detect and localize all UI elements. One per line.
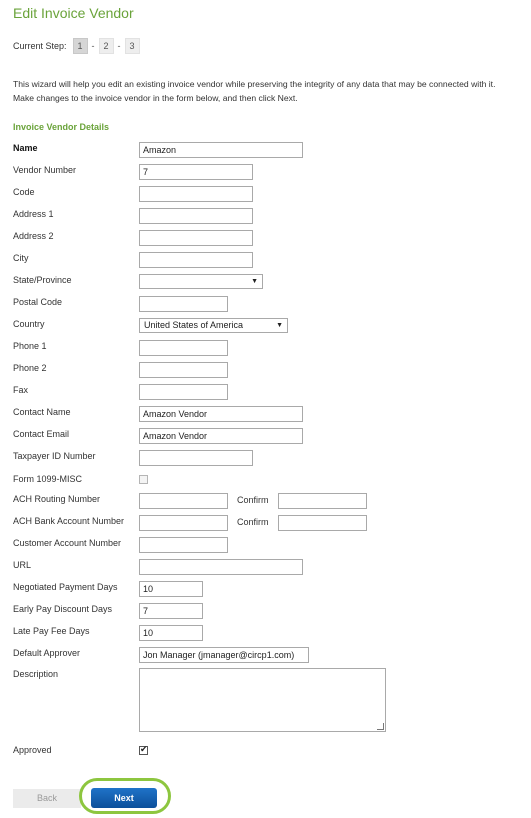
vendor-number-label: Vendor Number: [13, 165, 77, 175]
phone2-input[interactable]: [139, 362, 228, 378]
state-label: State/Province: [13, 275, 72, 285]
contact-name-input[interactable]: Amazon Vendor: [139, 406, 303, 422]
city-label: City: [13, 253, 29, 263]
step-2: 2: [99, 38, 114, 54]
ach-routing-confirm-input[interactable]: [278, 493, 367, 509]
ach-account-confirm-label: Confirm: [237, 517, 269, 527]
page-title: Edit Invoice Vendor: [13, 5, 134, 21]
step-indicator: [13, 38, 140, 54]
fax-input[interactable]: [139, 384, 228, 400]
section-title: Invoice Vendor Details: [13, 122, 110, 132]
vendor-number-input[interactable]: 7: [139, 164, 253, 180]
late-pay-days-label: Late Pay Fee Days: [13, 626, 90, 636]
current-step-label: Current Step:: [13, 41, 67, 51]
chevron-down-icon: ▼: [276, 322, 283, 329]
country-select[interactable]: [139, 318, 288, 333]
late-pay-days-input[interactable]: 10: [139, 625, 203, 641]
back-button[interactable]: Back: [13, 789, 81, 808]
ach-account-input[interactable]: [139, 515, 228, 531]
phone1-label: Phone 1: [13, 341, 47, 351]
ach-routing-label: ACH Routing Number: [13, 494, 101, 504]
url-label: URL: [13, 560, 32, 570]
step-separator: -: [91, 41, 95, 51]
address1-label: Address 1: [13, 209, 54, 219]
approved-label: Approved: [13, 745, 52, 755]
step-1: 1: [73, 38, 88, 54]
address2-input[interactable]: [139, 230, 253, 246]
early-pay-days-label: Early Pay Discount Days: [13, 604, 113, 614]
contact-email-input[interactable]: Amazon Vendor: [139, 428, 303, 444]
taxpayer-id-label: Taxpayer ID Number: [13, 451, 96, 461]
url-input[interactable]: [139, 559, 303, 575]
taxpayer-id-input[interactable]: [139, 450, 253, 466]
contact-email-label: Contact Email: [13, 429, 70, 439]
postal-code-label: Postal Code: [13, 297, 63, 307]
step-separator: -: [117, 41, 121, 51]
contact-name-label: Contact Name: [13, 407, 71, 417]
negotiated-days-label: Negotiated Payment Days: [13, 582, 118, 592]
code-input[interactable]: [139, 186, 253, 202]
customer-account-label: Customer Account Number: [13, 538, 122, 548]
address1-input[interactable]: [139, 208, 253, 224]
ach-routing-confirm-label: Confirm: [237, 495, 269, 505]
phone2-label: Phone 2: [13, 363, 47, 373]
phone1-input[interactable]: [139, 340, 228, 356]
postal-code-input[interactable]: [139, 296, 228, 312]
ach-account-confirm-input[interactable]: [278, 515, 367, 531]
description-textarea[interactable]: [139, 668, 386, 732]
negotiated-days-input[interactable]: 10: [139, 581, 203, 597]
city-input[interactable]: [139, 252, 253, 268]
ach-account-label: ACH Bank Account Number: [13, 516, 125, 526]
intro-line-1: This wizard will help you edit an existing invoice vendor while preserving the integrity of any data that may be connected with it.: [13, 79, 496, 89]
state-select[interactable]: [139, 274, 263, 289]
form-1099-checkbox[interactable]: [139, 475, 148, 484]
code-label: Code: [13, 187, 35, 197]
ach-routing-input[interactable]: [139, 493, 228, 509]
country-label: Country: [13, 319, 45, 329]
fax-label: Fax: [13, 385, 29, 395]
default-approver-input[interactable]: Jon Manager (jmanager@circp1.com): [139, 647, 309, 663]
name-label: Name: [13, 143, 38, 153]
chevron-down-icon: ▼: [251, 278, 258, 285]
form-1099-label: Form 1099-MISC: [13, 474, 83, 484]
step-3: 3: [125, 38, 140, 54]
intro-text: [13, 77, 528, 105]
country-select-value: United States of America: [144, 320, 244, 330]
early-pay-days-input[interactable]: 7: [139, 603, 203, 619]
approved-checkbox[interactable]: [139, 746, 148, 755]
resize-grip-icon[interactable]: [377, 723, 384, 730]
description-label: Description: [13, 669, 59, 679]
intro-line-2: Make changes to the invoice vendor in the form below, and then click Next.: [13, 93, 298, 103]
address2-label: Address 2: [13, 231, 54, 241]
next-button[interactable]: Next: [91, 788, 157, 808]
default-approver-label: Default Approver: [13, 648, 81, 658]
name-input[interactable]: Amazon: [139, 142, 303, 158]
customer-account-input[interactable]: [139, 537, 228, 553]
